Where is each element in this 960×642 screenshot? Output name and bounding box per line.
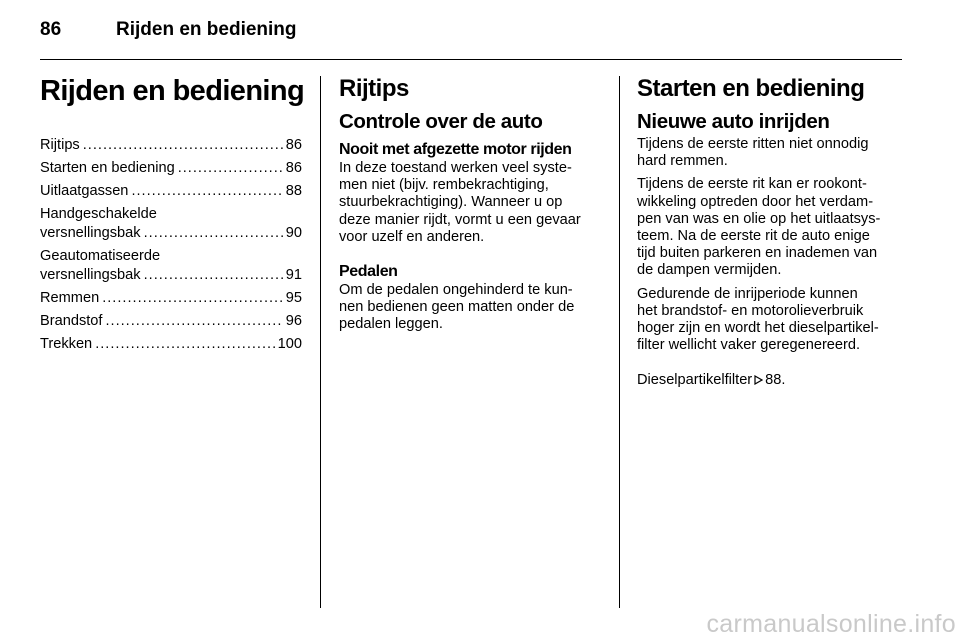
- toc-leader-dots: [105, 312, 282, 331]
- page-reference-arrow-icon: [754, 375, 763, 384]
- page-header: [40, 19, 902, 49]
- topic-heading-afgezette-motor: Nooit met afgezette motor rijden: [339, 141, 572, 158]
- toc-entry-page: 88: [285, 183, 302, 199]
- toc-entry-page: 100: [277, 336, 302, 352]
- toc-column: [40, 72, 305, 358]
- toc-entry-page: 86: [285, 137, 302, 153]
- toc-leader-dots: [144, 224, 283, 243]
- toc-leader-dots: [83, 136, 283, 155]
- cross-reference-label: Dieselpartikelfilter: [637, 371, 753, 388]
- page-number: 86: [40, 19, 62, 40]
- toc-entry-page: 91: [285, 267, 302, 283]
- paragraph-remmen: Tijdens de eerste ritten niet onnodig hard remmen.: [637, 136, 869, 170]
- toc-entry-remmen[interactable]: [40, 289, 302, 308]
- chapter-title: Rijden en bediening: [40, 75, 305, 107]
- toc-leader-dots: [95, 335, 274, 354]
- paragraph-pedalen: Om de pedalen ongehinderd te kun- nen bedienen geen matten onder de pedalen leggen.: [339, 282, 575, 333]
- column-divider-left: [320, 76, 321, 608]
- toc-entry-label: Remmen: [40, 290, 100, 306]
- toc-entry-trekken[interactable]: [40, 335, 302, 354]
- toc-entry-label: Starten en bediening: [40, 160, 175, 176]
- middle-column: [339, 72, 603, 340]
- toc-leader-dots: [131, 182, 282, 201]
- cross-reference[interactable]: [637, 354, 901, 388]
- right-column: [637, 72, 901, 395]
- subsection-heading-controle: Controle over de auto: [339, 110, 543, 133]
- toc-entry-page: 86: [285, 160, 302, 176]
- toc-entry-label: Trekken: [40, 336, 93, 352]
- running-title: Rijden en bediening: [116, 19, 297, 40]
- toc-entry-label-line1: Handgeschakelde: [40, 206, 157, 222]
- paragraph-afgezette-motor: In deze toestand werken veel syste- men niet (bijv. rembekrachtiging, stuurbekrachtiging). Wanneer u op deze manier rijdt, vormt u een gevaar voor uzelf en anderen.: [339, 160, 581, 245]
- section-heading-rijtips: Rijtips: [339, 75, 409, 102]
- toc-entry-uitlaatgassen[interactable]: [40, 182, 302, 201]
- toc-entry-page: 96: [285, 313, 302, 329]
- paragraph-verbruik: Gedurende de inrijperiode kunnen het brandstof- en motorolieverbruik hoger zijn en wordt het dieselpartikel- filter wellicht vaker geregenereerd.: [637, 285, 879, 354]
- toc-entry-geautomatiseerde[interactable]: [40, 247, 302, 285]
- watermark: carmanualsonline.info: [706, 610, 956, 638]
- subsection-heading-inrijden: Nieuwe auto inrijden: [637, 110, 830, 133]
- toc-entry-label: versnellingsbak: [40, 267, 141, 283]
- toc-entry-label-line1: Geautomatiseerde: [40, 248, 161, 264]
- section-heading-starten: Starten en bediening: [637, 75, 865, 102]
- toc-entry-label: Uitlaatgassen: [40, 183, 129, 199]
- toc-entry-brandstof[interactable]: [40, 312, 302, 331]
- toc-entry-page: 90: [285, 225, 302, 241]
- toc-entry-page: 95: [285, 290, 302, 306]
- toc-leader-dots: [178, 159, 283, 178]
- cross-reference-page: 88.: [765, 371, 786, 388]
- toc-entry-handgeschakelde[interactable]: [40, 205, 302, 243]
- header-rule: [40, 59, 902, 60]
- toc-entry-rijtips[interactable]: [40, 136, 302, 155]
- paragraph-rookontwikkeling: Tijdens de eerste rit kan er rookont- wikkeling optreden door het verdam- pen van was en olie op het uitlaatsys- teem. Na de eerste rit de auto enige tijd buiten parkeren en inademen van de dampen vermijden.: [637, 176, 881, 279]
- table-of-contents: [40, 136, 302, 354]
- toc-entry-label: Brandstof: [40, 313, 103, 329]
- toc-leader-dots: [144, 266, 283, 285]
- topic-heading-pedalen: Pedalen: [339, 263, 398, 281]
- toc-entry-label: Rijtips: [40, 137, 80, 153]
- column-divider-right: [619, 76, 620, 608]
- toc-entry-starten[interactable]: [40, 159, 302, 178]
- toc-leader-dots: [102, 289, 283, 308]
- toc-entry-label: versnellingsbak: [40, 225, 141, 241]
